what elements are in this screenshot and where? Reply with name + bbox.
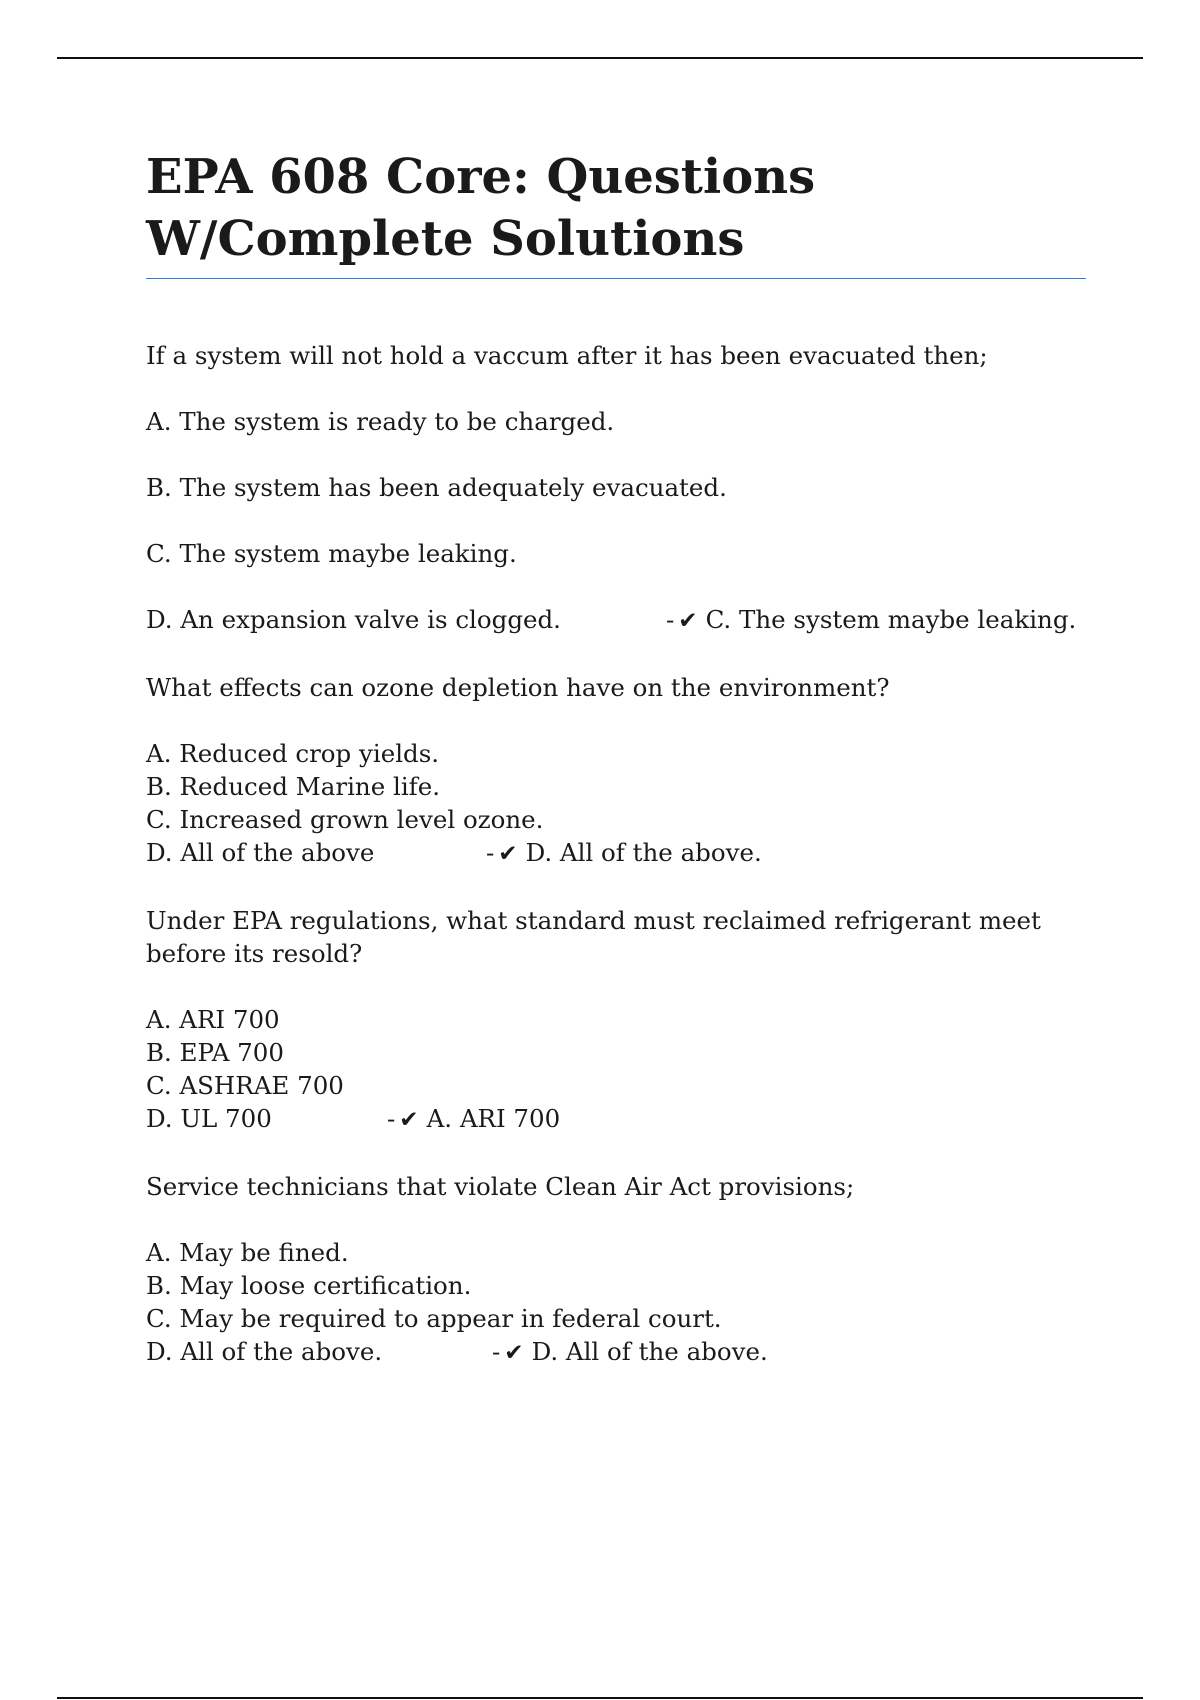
question-3-prompt-line-2: before its resold? — [146, 939, 363, 968]
question-4-prompt: Service technicians that violate Clean Air Act provisions; — [146, 1172, 855, 1201]
checkmark-icon: ✔ — [498, 841, 518, 867]
answer-dash: - — [666, 605, 675, 634]
question-3-option-c: C. ASHRAE 700 — [146, 1071, 344, 1100]
question-4-option-c: C. May be required to appear in federal court. — [146, 1304, 722, 1333]
bottom-border-rule — [57, 1697, 1143, 1699]
question-4-option-b: B. May loose certification. — [146, 1271, 472, 1300]
question-1-answer-text: C. The system maybe leaking. — [705, 605, 1077, 634]
question-2-answer — [486, 836, 762, 871]
question-2-option-a: A. Reduced crop yields. — [146, 739, 440, 768]
question-2-option-d-row — [146, 836, 1086, 871]
question-1-option-b: B. The system has been adequately evacuated. — [146, 473, 727, 502]
checkmark-icon: ✔ — [678, 608, 698, 634]
question-3-option-b: B. EPA 700 — [146, 1038, 284, 1067]
question-2-option-d: D. All of the above — [146, 838, 375, 867]
question-1-option-c: C. The system maybe leaking. — [146, 539, 517, 568]
question-1-answer — [666, 603, 1076, 638]
question-3-answer-text: A. ARI 700 — [426, 1104, 561, 1133]
question-2-prompt: What effects can ozone depletion have on the environment? — [146, 673, 890, 702]
question-3-prompt-line-1: Under EPA regulations, what standard must reclaimed refrigerant meet — [146, 906, 1041, 935]
question-1-option-d-row — [146, 603, 1086, 638]
document-page — [146, 146, 1086, 1403]
question-4-answer — [492, 1335, 768, 1370]
top-border-rule — [57, 57, 1143, 59]
question-1-option-a: A. The system is ready to be charged. — [146, 407, 615, 436]
question-3-prompt — [146, 904, 1086, 970]
question-1-prompt: If a system will not hold a vaccum after it has been evacuated then; — [146, 341, 988, 370]
answer-dash: - — [387, 1104, 396, 1133]
question-3-option-d: D. UL 700 — [146, 1104, 272, 1133]
checkmark-icon: ✔ — [504, 1340, 524, 1366]
question-3-option-a: A. ARI 700 — [146, 1005, 280, 1034]
title-underline — [146, 278, 1086, 279]
question-2-option-b: B. Reduced Marine life. — [146, 772, 441, 801]
question-2-option-c: C. Increased grown level ozone. — [146, 805, 544, 834]
document-title: EPA 608 Core: Questions W/Complete Solutions — [146, 149, 816, 267]
answer-dash: - — [492, 1337, 501, 1366]
checkmark-icon: ✔ — [399, 1107, 419, 1133]
question-4-option-a: A. May be fined. — [146, 1238, 349, 1267]
question-2-answer-text: D. All of the above. — [525, 838, 762, 867]
answer-dash: - — [486, 838, 495, 867]
question-3-options — [146, 1003, 1086, 1137]
question-4-options — [146, 1236, 1086, 1370]
question-4-option-d: D. All of the above. — [146, 1337, 383, 1366]
question-2-options — [146, 737, 1086, 871]
question-4-answer-text: D. All of the above. — [531, 1337, 768, 1366]
question-3-answer — [387, 1102, 560, 1137]
question-list — [146, 339, 1086, 1370]
question-4-option-d-row — [146, 1335, 1086, 1370]
question-3-option-d-row — [146, 1102, 1086, 1137]
question-1-option-d: D. An expansion valve is clogged. — [146, 605, 561, 634]
